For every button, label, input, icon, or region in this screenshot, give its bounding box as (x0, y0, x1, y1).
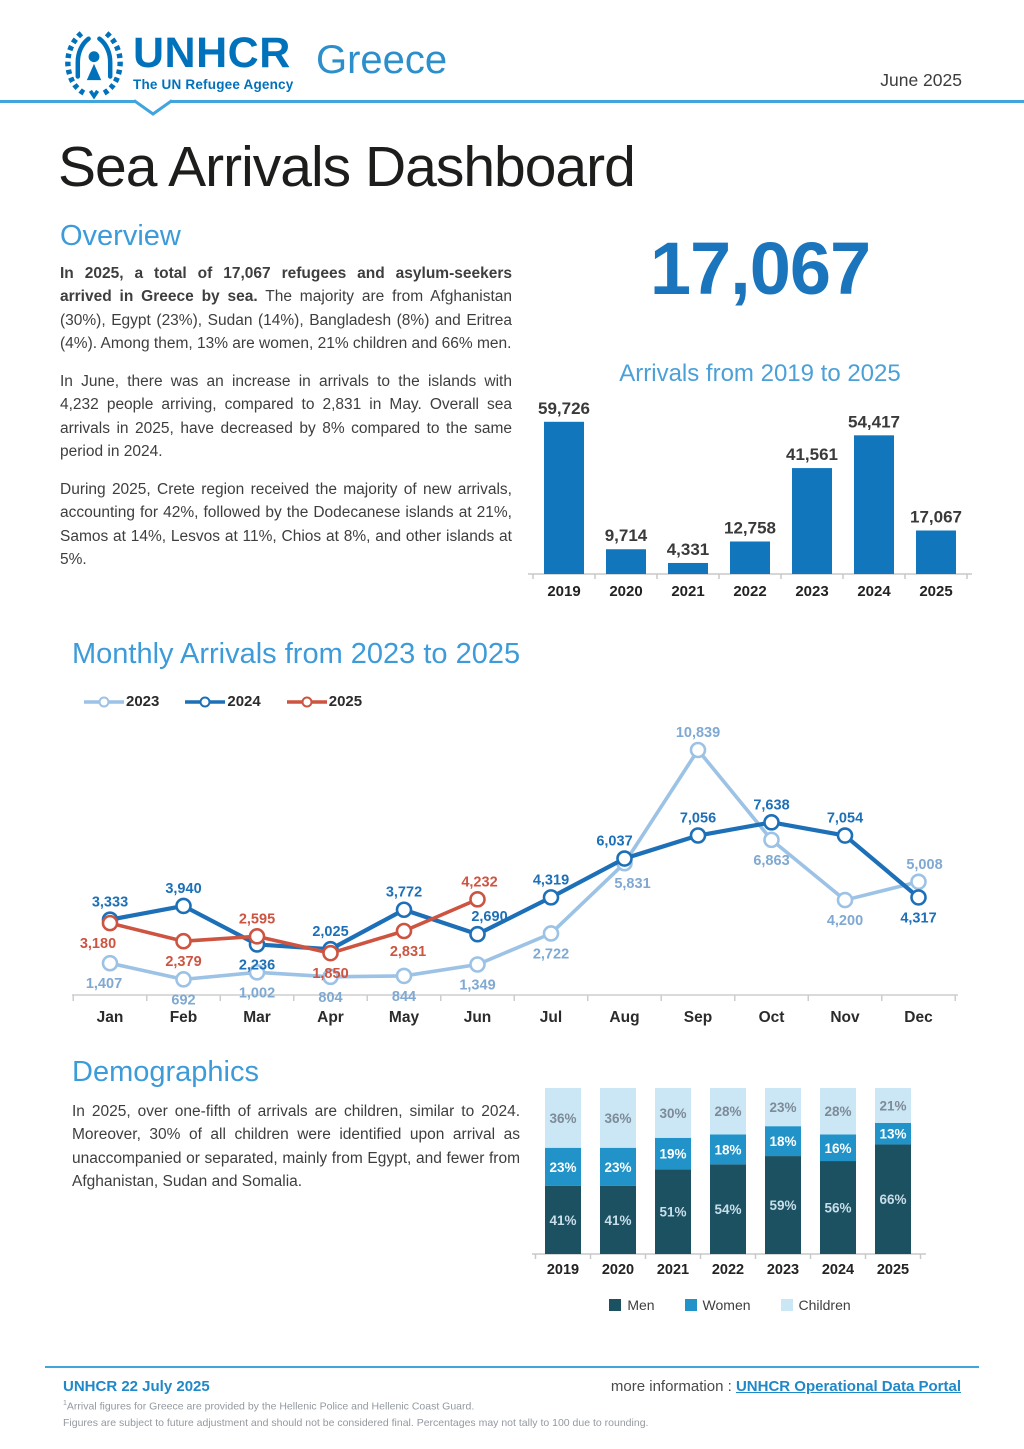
svg-text:16%: 16% (824, 1140, 852, 1156)
svg-text:41%: 41% (604, 1212, 632, 1228)
demographics-legend (530, 1297, 930, 1313)
svg-text:36%: 36% (549, 1110, 577, 1126)
data-point (103, 916, 117, 930)
svg-text:Oct: Oct (758, 1009, 785, 1026)
overview-paragraph-1: In 2025, a total of 17,067 refugees and asylum-seekers arrived in Greece by sea. The majority are from Afghanistan (30%), Egypt (23%), Sudan (14%), Bangladesh (8%) and Eritrea (4%). Among them, 13% are women, 21% children and 66% men. (60, 265, 512, 352)
bar (544, 422, 584, 574)
org-tagline: The UN Refugee Agency (133, 77, 294, 92)
svg-text:23%: 23% (549, 1159, 577, 1175)
svg-text:804: 804 (318, 989, 343, 1006)
svg-text:17,067: 17,067 (910, 507, 962, 527)
svg-text:7,054: 7,054 (826, 810, 864, 827)
svg-text:3,772: 3,772 (385, 884, 423, 901)
svg-text:41,561: 41,561 (786, 445, 838, 465)
svg-text:56%: 56% (824, 1200, 852, 1216)
svg-text:Aug: Aug (609, 1009, 640, 1026)
legend-label: 2023 (126, 693, 160, 710)
svg-text:2019: 2019 (546, 1262, 580, 1278)
svg-text:2022: 2022 (711, 1262, 745, 1278)
legend-swatch-icon (609, 1299, 621, 1311)
svg-text:Apr: Apr (317, 1009, 344, 1026)
svg-text:Sep: Sep (683, 1009, 713, 1026)
svg-text:Jun: Jun (463, 1009, 492, 1026)
svg-text:2021: 2021 (671, 583, 705, 600)
svg-text:7,056: 7,056 (679, 810, 717, 827)
svg-text:2,025: 2,025 (312, 924, 349, 941)
data-point (912, 890, 926, 904)
legend-label: Children (798, 1297, 851, 1313)
bar (606, 549, 646, 574)
svg-text:3,180: 3,180 (79, 936, 117, 953)
monthly-chart-title: Monthly Arrivals from 2023 to 2025 (72, 638, 521, 670)
demographics-heading: Demographics (72, 1056, 259, 1088)
page-title: Sea Arrivals Dashboard (58, 135, 635, 199)
overview-paragraph-3: During 2025, Crete region received the majority of new arrivals, accounting for 42%, followed by the Dodecanese islands at 21%, Samos at 14%, Lesvos at 11%, Chios at 8%, and other islands at 5%. (60, 481, 512, 568)
data-point (397, 924, 411, 938)
svg-text:54,417: 54,417 (848, 412, 900, 432)
header-divider-notch (134, 99, 172, 117)
total-arrivals-kpi: 17,067 (649, 227, 871, 310)
data-point (177, 934, 191, 948)
footnote-1: $^1$Arrival figures for Greece are provided by the Hellenic Police and Hellenic Coast Guard. (63, 1400, 475, 1413)
data-point (544, 890, 558, 904)
svg-text:4,200: 4,200 (826, 913, 864, 930)
svg-text:2,236: 2,236 (238, 957, 276, 974)
yearly-chart-title: Arrivals from 2019 to 2025 (619, 360, 901, 387)
legend-label: 2024 (227, 693, 261, 710)
svg-text:28%: 28% (714, 1104, 742, 1120)
data-point (765, 833, 779, 847)
svg-text:1,349: 1,349 (459, 977, 496, 994)
data-portal-link[interactable]: UNHCR Operational Data Portal (735, 1378, 961, 1395)
footer-date: UNHCR 22 July 2025 (63, 1378, 210, 1395)
svg-text:2023: 2023 (795, 583, 829, 600)
svg-text:18%: 18% (769, 1134, 797, 1150)
bar (916, 531, 956, 574)
svg-text:59%: 59% (769, 1198, 797, 1214)
yearly-arrivals-bar-chart (526, 396, 976, 614)
svg-text:2021: 2021 (656, 1262, 690, 1278)
legend-item-2024 (185, 693, 260, 710)
svg-text:1,407: 1,407 (85, 976, 123, 993)
data-point (691, 829, 705, 843)
overview-paragraph-2: In June, there was an increase in arrivals to the islands with 4,232 people arriving, compared to 2,831 in May. Overall sea arrivals in 2025, have decreased by 8% compared to the same period in 2024. (60, 373, 512, 460)
legend-item-2025 (287, 693, 362, 710)
svg-text:Mar: Mar (243, 1009, 271, 1026)
legend-label: Men (627, 1297, 655, 1313)
svg-text:4,232: 4,232 (461, 874, 498, 891)
svg-text:19%: 19% (659, 1146, 687, 1162)
svg-text:6,863: 6,863 (753, 852, 790, 869)
legend-item-2023 (84, 693, 159, 710)
issue-date: June 2025 (880, 70, 962, 90)
svg-text:1,850: 1,850 (312, 966, 349, 983)
svg-text:6,037: 6,037 (596, 833, 633, 850)
svg-text:2,690: 2,690 (471, 909, 508, 926)
data-point (324, 946, 338, 960)
svg-text:4,317: 4,317 (900, 910, 937, 927)
more-info (611, 1378, 961, 1395)
svg-text:4,319: 4,319 (532, 872, 570, 889)
monthly-chart-legend (84, 693, 362, 710)
svg-text:2,595: 2,595 (238, 911, 276, 928)
svg-text:3,940: 3,940 (165, 880, 202, 897)
data-point (618, 852, 632, 866)
legend-label: Women (702, 1297, 751, 1313)
svg-text:3,333: 3,333 (91, 894, 129, 911)
svg-text:4,331: 4,331 (666, 539, 710, 559)
svg-text:10,839: 10,839 (675, 725, 721, 741)
legend-marker-icon (185, 696, 225, 708)
svg-text:2025: 2025 (876, 1262, 910, 1278)
svg-text:23%: 23% (604, 1159, 632, 1175)
data-point (471, 958, 485, 972)
svg-text:23%: 23% (769, 1100, 797, 1116)
svg-text:21%: 21% (879, 1098, 907, 1114)
demo-legend-item-women (685, 1297, 751, 1313)
svg-text:2024: 2024 (857, 583, 891, 600)
country-title: Greece (316, 38, 448, 82)
more-info-label: more information : (610, 1378, 736, 1395)
svg-text:66%: 66% (879, 1192, 907, 1208)
series-line-2023 (110, 750, 919, 979)
legend-swatch-icon (781, 1299, 793, 1311)
bar (730, 541, 770, 574)
svg-text:1,002: 1,002 (238, 985, 276, 1002)
data-point (471, 927, 485, 941)
svg-text:Nov: Nov (830, 1009, 860, 1026)
series-line-2024 (110, 822, 919, 949)
svg-text:30%: 30% (659, 1105, 687, 1121)
footnote-2: Figures are subject to future adjustment and should not be considered final. Percentages may not tally to 100 due to rounding. (63, 1417, 649, 1430)
monthly-arrivals-line-chart (58, 712, 970, 1034)
data-point (177, 899, 191, 913)
svg-text:5,831: 5,831 (614, 876, 651, 893)
svg-text:36%: 36% (604, 1110, 632, 1126)
svg-text:2019: 2019 (547, 583, 581, 600)
svg-text:13%: 13% (879, 1126, 907, 1142)
svg-text:Feb: Feb (169, 1009, 198, 1026)
svg-text:51%: 51% (659, 1204, 687, 1220)
svg-text:28%: 28% (824, 1104, 852, 1120)
svg-text:2020: 2020 (609, 583, 643, 600)
legend-marker-icon (84, 696, 124, 708)
bar (792, 468, 832, 574)
svg-text:692: 692 (171, 992, 196, 1009)
legend-label: 2025 (328, 693, 363, 710)
unhcr-emblem-icon (58, 26, 130, 100)
data-point (838, 893, 852, 907)
org-name: UNHCR (133, 29, 291, 77)
svg-text:5,008: 5,008 (906, 856, 943, 873)
svg-text:2,831: 2,831 (389, 944, 427, 961)
data-point (103, 956, 117, 970)
svg-text:18%: 18% (714, 1142, 742, 1158)
svg-text:2024: 2024 (821, 1262, 855, 1278)
bar (668, 563, 708, 574)
data-point (177, 972, 191, 986)
data-point (397, 969, 411, 983)
data-point (765, 815, 779, 829)
svg-text:Dec: Dec (904, 1009, 933, 1026)
svg-text:41%: 41% (549, 1212, 577, 1228)
svg-text:59,726: 59,726 (538, 398, 590, 418)
svg-text:2,379: 2,379 (165, 954, 202, 971)
footnotes (63, 1398, 648, 1432)
data-point (250, 929, 264, 943)
demographics-text: In 2025, over one-fifth of arrivals are children, similar to 2024. Moreover, 30% of all children were identified upon arrival as unaccompanied or separated, mainly from Egypt, and fewer from Afghanistan, Sudan and Somalia. (72, 1103, 520, 1190)
svg-text:844: 844 (391, 988, 417, 1005)
demo-legend-item-men (609, 1297, 654, 1313)
data-point (471, 892, 485, 906)
data-point (838, 829, 852, 843)
svg-text:May: May (388, 1009, 420, 1026)
svg-text:9,714: 9,714 (604, 526, 648, 546)
svg-text:2023: 2023 (766, 1262, 800, 1278)
svg-text:12,758: 12,758 (724, 518, 776, 538)
svg-text:7,638: 7,638 (753, 797, 790, 814)
demographics-stacked-bar-chart (530, 1082, 930, 1300)
data-point (912, 875, 926, 889)
svg-text:2022: 2022 (733, 583, 767, 600)
legend-swatch-icon (685, 1299, 697, 1311)
svg-text:2020: 2020 (601, 1262, 635, 1278)
data-point (397, 903, 411, 917)
svg-text:54%: 54% (714, 1202, 742, 1218)
bar (854, 435, 894, 574)
svg-text:Jul: Jul (539, 1009, 563, 1026)
legend-marker-icon (287, 696, 327, 708)
svg-text:2,722: 2,722 (532, 946, 570, 963)
data-point (544, 926, 558, 940)
demo-legend-item-children (781, 1297, 851, 1313)
overview-heading: Overview (60, 220, 181, 252)
svg-text:Jan: Jan (96, 1009, 124, 1026)
footer-divider (45, 1366, 979, 1368)
data-point (691, 743, 705, 757)
svg-text:2025: 2025 (919, 583, 953, 600)
overview-text (60, 262, 512, 586)
